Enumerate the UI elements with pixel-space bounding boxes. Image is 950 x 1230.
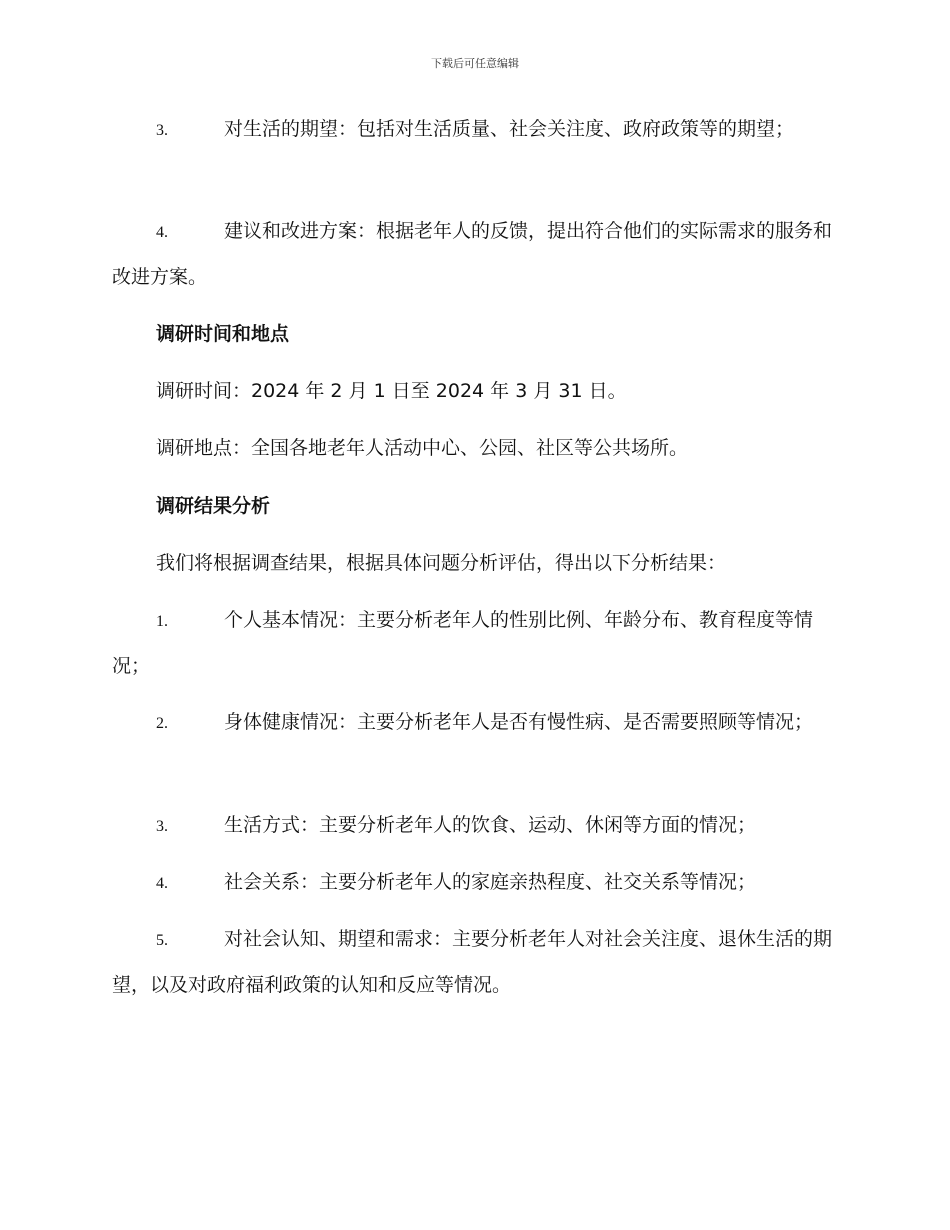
list-number: 3. [156, 122, 168, 139]
list-item [112, 803, 834, 849]
list-item [112, 107, 834, 153]
list-item [112, 598, 834, 688]
list-number: 3. [156, 818, 168, 835]
list-text: 个人基本情况：主要分析老年人的性别比例、年龄分布、教育程度等情况； [112, 609, 814, 677]
section-heading-time-place: 调研时间和地点 [156, 323, 290, 345]
list-text: 对生活的期望：包括对生活质量、社会关注度、政府政策等的期望； [224, 118, 795, 140]
list-number: 1. [156, 613, 168, 630]
list-text: 建议和改进方案：根据老年人的反馈，提出符合他们的实际需求的服务和改进方案。 [112, 220, 833, 288]
list-text: 生活方式：主要分析老年人的饮食、运动、休闲等方面的情况； [224, 814, 757, 836]
list-number: 4. [156, 224, 168, 241]
list-number: 5. [156, 932, 168, 949]
list-text: 对社会认知、期望和需求：主要分析老年人对社会关注度、退休生活的期望，以及对政府福利政策的认知和反应等情况。 [112, 928, 833, 996]
list-text: 身体健康情况：主要分析老年人是否有慢性病、是否需要照顾等情况； [224, 711, 814, 733]
list-item [112, 209, 834, 299]
survey-place: 调研地点：全国各地老年人活动中心、公园、社区等公共场所。 [156, 437, 689, 459]
page-header: 下载后可任意编辑 [431, 57, 519, 70]
list-item [112, 700, 834, 746]
list-item [112, 860, 834, 906]
list-item [112, 917, 834, 1007]
survey-time: 调研时间：2024 年 2 月 1 日至 2024 年 3 月 31 日。 [156, 380, 627, 402]
list-number: 4. [156, 875, 168, 892]
list-number: 2. [156, 715, 168, 732]
analysis-intro: 我们将根据调查结果，根据具体问题分析评估，得出以下分析结果： [156, 552, 727, 574]
list-text: 社会关系：主要分析老年人的家庭亲热程度、社交关系等情况； [224, 871, 757, 893]
section-heading-analysis: 调研结果分析 [156, 495, 271, 517]
